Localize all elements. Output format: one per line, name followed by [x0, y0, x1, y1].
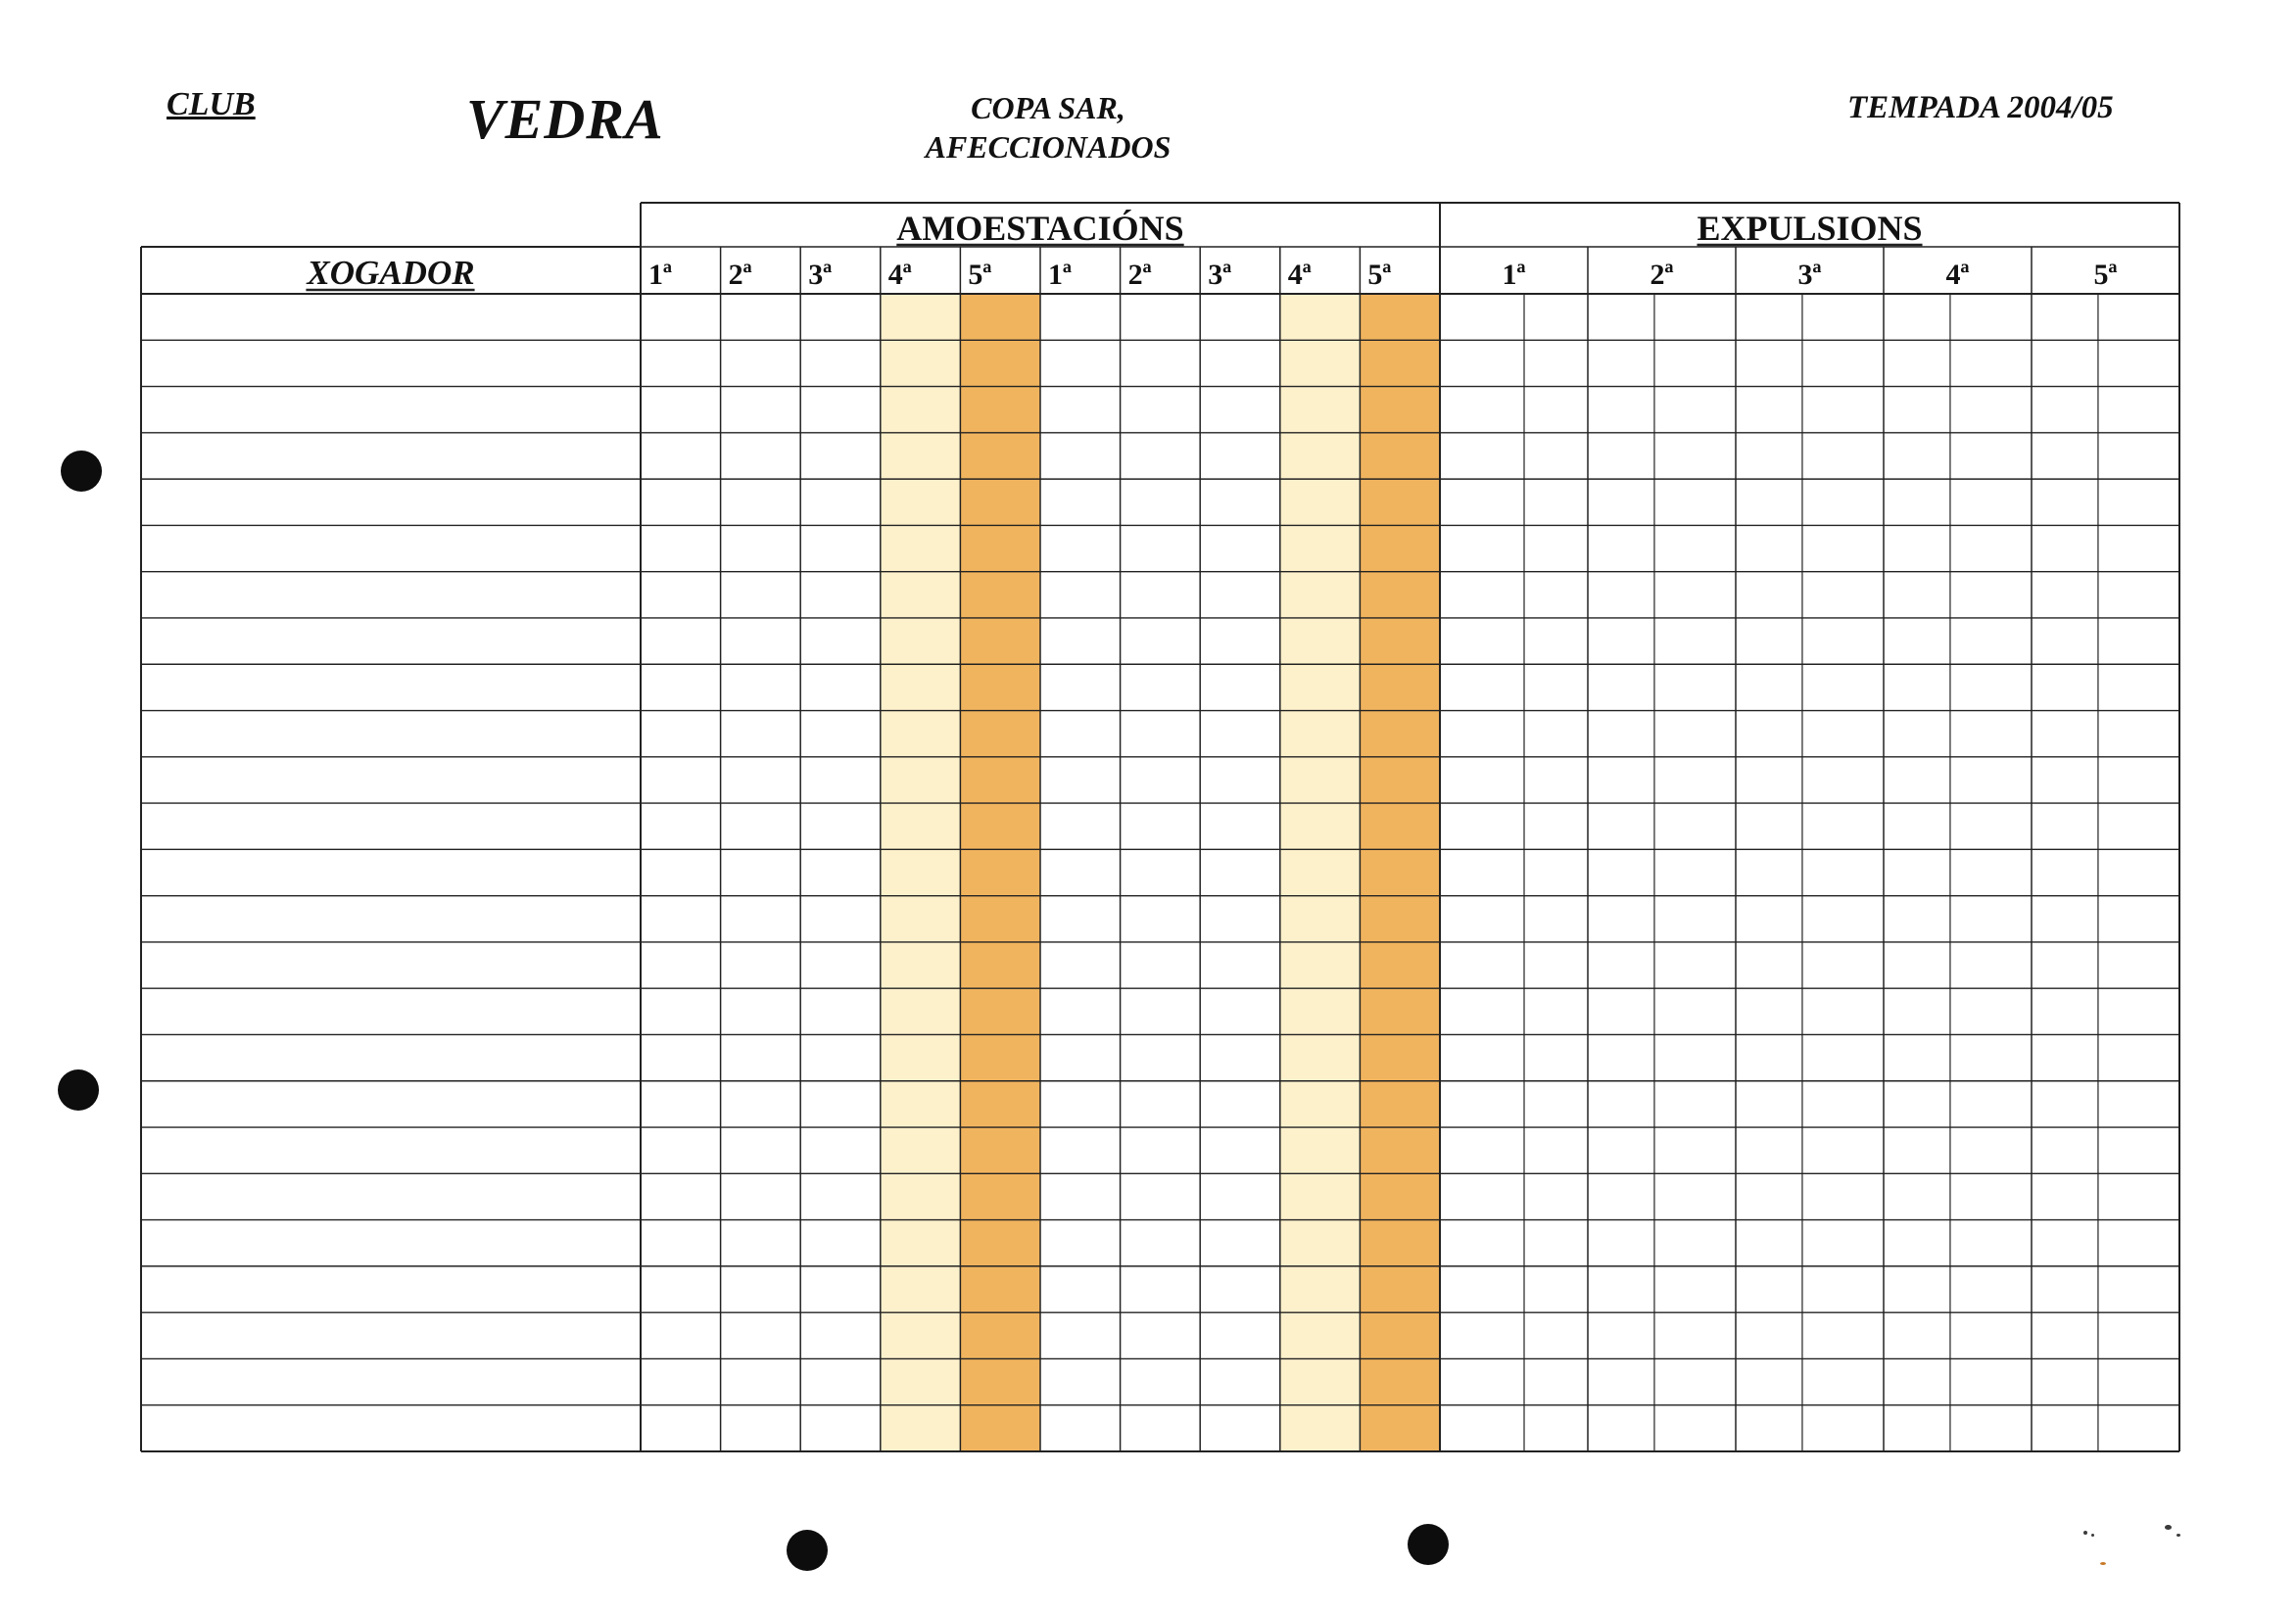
shaded-column	[960, 294, 1040, 1451]
warnings-title: AMOESTACIÓNS	[896, 209, 1184, 248]
warning-column-header: 4ª	[1287, 259, 1312, 291]
shaded-column	[1280, 294, 1361, 1451]
paper-speck	[2100, 1562, 2106, 1565]
expulsion-column-header: 4ª	[1945, 259, 1970, 291]
shaded-column	[1360, 294, 1440, 1451]
punch-hole	[61, 451, 102, 492]
warning-column-header: 5ª	[968, 259, 992, 291]
paper-speck	[2176, 1534, 2180, 1537]
expulsion-column-header: 2ª	[1650, 259, 1674, 291]
shaded-column	[881, 294, 961, 1451]
paper-speck	[2091, 1534, 2094, 1537]
warning-column-header: 2ª	[1127, 259, 1152, 291]
punch-hole	[787, 1530, 828, 1571]
punch-hole	[1408, 1524, 1449, 1565]
club-name: VEDRA	[466, 87, 664, 151]
competition-line-2: AFECCIONADOS	[925, 129, 1172, 165]
warning-column-header: 3ª	[1208, 259, 1232, 291]
expulsions-title: EXPULSIONS	[1697, 209, 1923, 248]
warning-column-header: 1ª	[648, 259, 672, 291]
warning-column-header: 4ª	[887, 259, 912, 291]
paper-speck	[2083, 1531, 2087, 1535]
warning-column-header: 2ª	[728, 259, 752, 291]
expulsion-column-header: 1ª	[1502, 259, 1526, 291]
club-label: CLUB	[167, 86, 256, 122]
warning-column-header: 1ª	[1048, 259, 1072, 291]
warning-column-header: 3ª	[808, 259, 833, 291]
punch-hole	[58, 1069, 99, 1111]
paper-speck	[2165, 1525, 2172, 1530]
expulsion-column-header: 5ª	[2093, 259, 2118, 291]
competition-line-1: COPA SAR,	[971, 90, 1125, 125]
player-column-header: XOGADOR	[307, 254, 475, 292]
warning-column-header: 5ª	[1367, 259, 1392, 291]
expulsion-column-header: 3ª	[1797, 259, 1822, 291]
season-label: TEMPADA 2004/05	[1847, 90, 2114, 125]
